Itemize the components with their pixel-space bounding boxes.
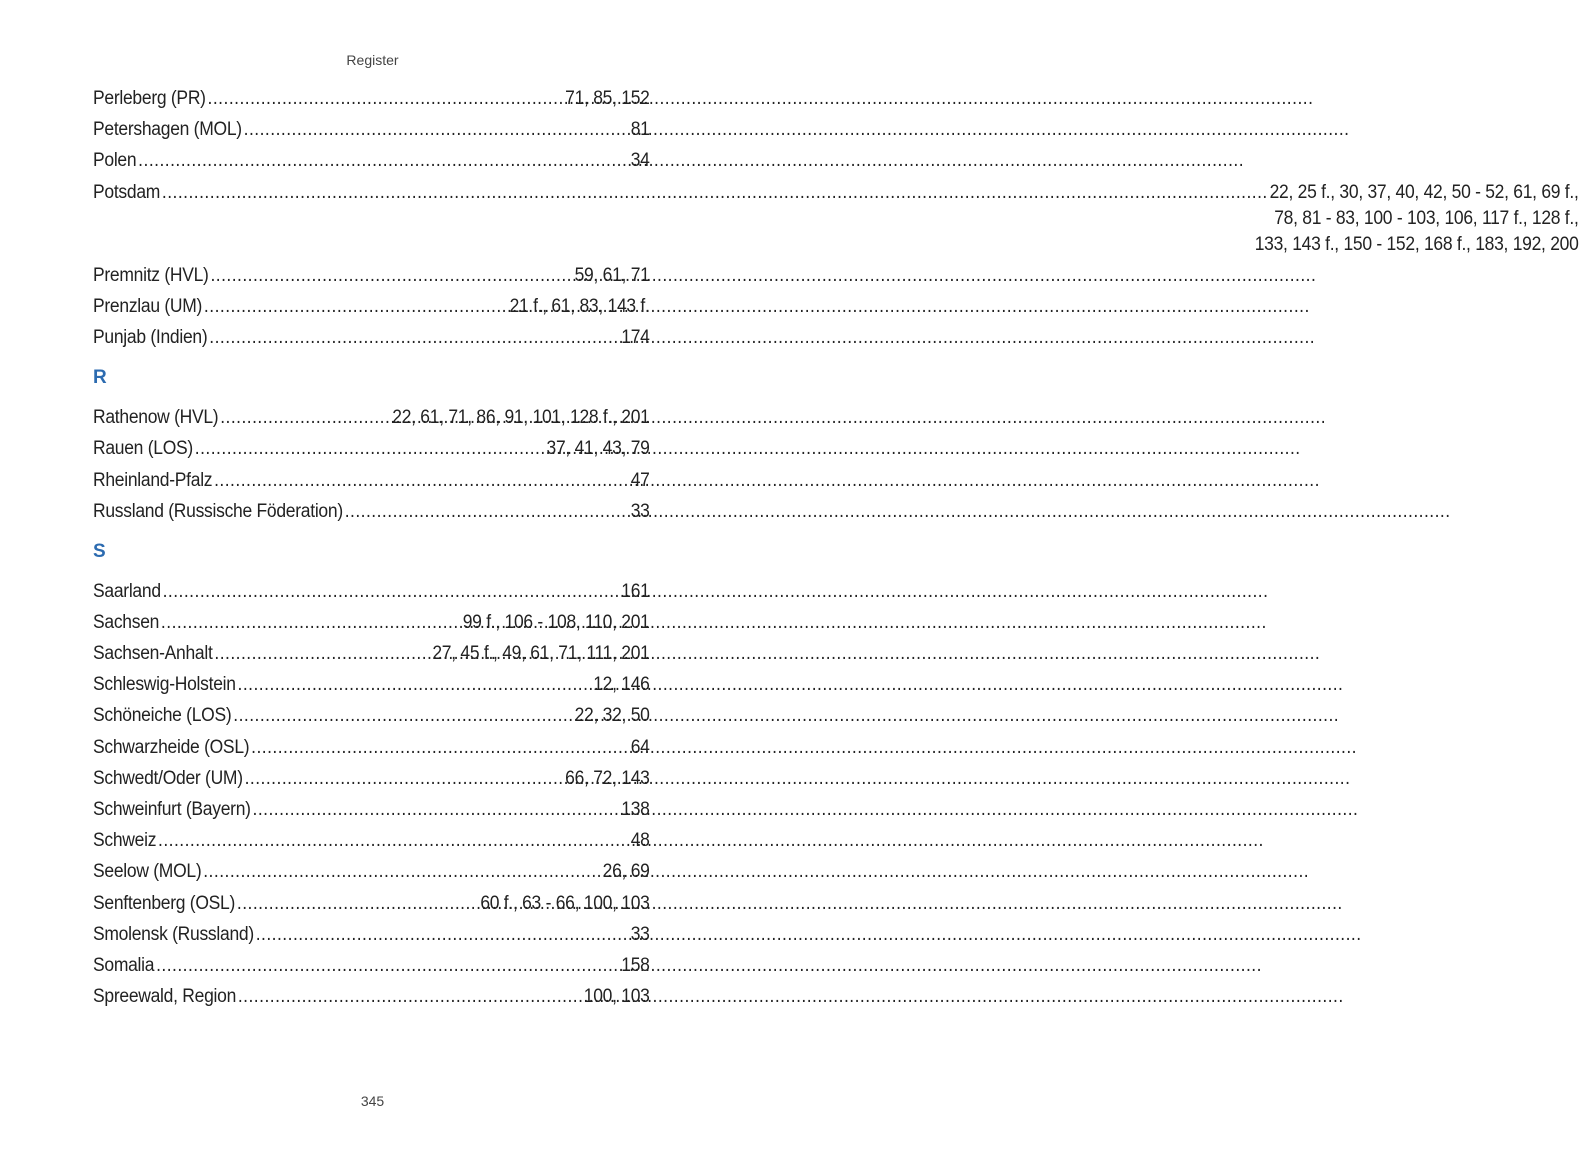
leader-dots [345, 499, 629, 525]
entry-pages: 138 [621, 799, 650, 820]
leader-dots [158, 828, 629, 854]
entry-name: Spreewald, Region [93, 986, 237, 1008]
entry-pages: 37, 41, 43, 79 [546, 438, 650, 460]
leader-dots [256, 922, 629, 948]
entry-name: Premnitz (HVL) [93, 264, 209, 286]
leader-dots [161, 610, 461, 636]
index-entry [93, 735, 650, 761]
leader-dots [209, 325, 619, 351]
entry-pages: 34 [630, 150, 650, 172]
entry-name: Somalia [93, 954, 155, 976]
index-entry [93, 86, 650, 112]
entry-pages: 21 f., 61, 83, 143 f. [509, 295, 650, 317]
entry-name: Potsdam [93, 181, 161, 203]
index-entry [93, 828, 650, 854]
index-entry [93, 579, 650, 605]
entry-pages: 33 [630, 500, 650, 522]
leader-dots [163, 579, 620, 605]
leader-dots [195, 436, 545, 462]
entry-pages: 66, 72, 143 [565, 767, 650, 789]
entry-pages: 64 [630, 736, 650, 758]
leader-dots [237, 891, 479, 917]
entry-name: Prenzlau (UM) [93, 295, 203, 317]
index-entry [93, 117, 650, 143]
entry-pages-continued: 133, 143 f., 150 - 152, 168 f., 183, 192, 200 [1254, 233, 1579, 255]
leader-dots [238, 672, 592, 698]
entry-name: Rauen (LOS) [93, 438, 193, 460]
entry-name: Saarland [93, 580, 161, 602]
entry-name: Schleswig-Holstein [93, 674, 236, 696]
entry-pages-line [160, 180, 1578, 206]
entry-pages: 47 [630, 469, 650, 491]
index-entry [93, 436, 650, 462]
leader-dots [214, 641, 430, 667]
index-entry [93, 766, 650, 792]
leader-dots [244, 117, 629, 143]
entry-pages: 100, 103 [583, 986, 650, 1008]
leader-dots [204, 294, 508, 320]
entry-name: Russland (Russische Föderation) [93, 500, 343, 522]
entry-pages-block [160, 180, 1578, 258]
leader-dots [214, 468, 629, 494]
leader-dots [210, 263, 572, 289]
leader-dots [208, 86, 564, 112]
index-content [93, 86, 1579, 1015]
entry-pages: 158 [621, 954, 650, 976]
entry-name: Schöneiche (LOS) [93, 705, 232, 727]
entry-name: Sachsen-Anhalt [93, 643, 213, 665]
entry-pages: 22, 32, 50 [574, 705, 650, 727]
entry-pages: 174 [621, 327, 650, 349]
entry-pages: 161 [621, 580, 650, 602]
leader-dots [238, 984, 582, 1010]
leader-dots [138, 148, 629, 174]
entry-name: Seelow (MOL) [93, 861, 202, 883]
leader-dots [251, 735, 629, 761]
index-entry [93, 984, 650, 1010]
leader-dots [253, 797, 620, 823]
index-entry [93, 859, 650, 885]
index-entry [93, 263, 650, 289]
entry-name: Punjab (Indien) [93, 327, 208, 349]
index-entry [93, 672, 650, 698]
index-entry [93, 891, 650, 917]
entry-name: Sachsen [93, 611, 160, 633]
page-number: 345 [360, 1093, 385, 1109]
entry-pages: 71, 85, 152 [565, 88, 650, 109]
entry-name: Petershagen (MOL) [93, 119, 242, 141]
index-entry [93, 180, 1579, 258]
index-entry [93, 703, 650, 729]
entry-name: Rheinland-Pfalz [93, 469, 213, 491]
index-entry [93, 641, 650, 667]
index-entry [93, 610, 650, 636]
leader-dots [162, 180, 1268, 206]
section-letter-r: R [93, 367, 107, 389]
entry-pages: 22, 25 f., 30, 37, 40, 42, 50 - 52, 61, 69 f., [1269, 181, 1579, 203]
entry-name: Perleberg (PR) [93, 88, 206, 109]
entry-pages: 59, 61, 71 [574, 264, 650, 286]
entry-name: Schweinfurt (Bayern) [93, 799, 251, 820]
index-entry [93, 468, 650, 494]
entry-pages: 26, 69 [602, 861, 650, 883]
entry-name: Schweiz [93, 830, 157, 852]
index-entry [93, 499, 650, 525]
leader-dots [203, 859, 601, 885]
entry-name: Schwarzheide (OSL) [93, 736, 250, 758]
entry-pages: 12, 146 [593, 674, 650, 696]
entry-pages-continued: 78, 81 - 83, 100 - 103, 106, 117 f., 128 f., [1274, 207, 1579, 229]
entry-name: Smolensk (Russland) [93, 923, 254, 945]
entry-pages: 60 f., 63 - 66, 100, 103 [480, 892, 650, 914]
running-header: Register [346, 52, 399, 68]
entry-pages: 81 [630, 119, 650, 141]
index-entry [93, 797, 650, 823]
leader-dots [220, 405, 390, 431]
leader-dots [233, 703, 572, 729]
entry-name: Schwedt/Oder (UM) [93, 767, 243, 789]
entry-pages: 27, 45 f., 49, 61, 71, 111, 201 [432, 643, 650, 665]
index-entry [93, 405, 650, 431]
index-entry [93, 953, 650, 979]
leader-dots [156, 953, 619, 979]
section-letter-s: S [93, 540, 106, 562]
leader-dots [245, 766, 564, 792]
entry-pages: 33 [630, 923, 650, 945]
entry-pages: 48 [630, 830, 650, 852]
entry-name: Senftenberg (OSL) [93, 892, 236, 914]
index-entry [93, 148, 650, 174]
entry-name: Polen [93, 150, 137, 172]
entry-name: Rathenow (HVL) [93, 407, 219, 429]
index-entry [93, 922, 650, 948]
index-entry [93, 294, 650, 320]
entry-pages: 22, 61, 71, 86, 91, 101, 128 f., 201 [392, 407, 650, 429]
entry-pages: 99 f., 106 - 108, 110, 201 [462, 611, 650, 633]
index-entry [93, 325, 650, 351]
